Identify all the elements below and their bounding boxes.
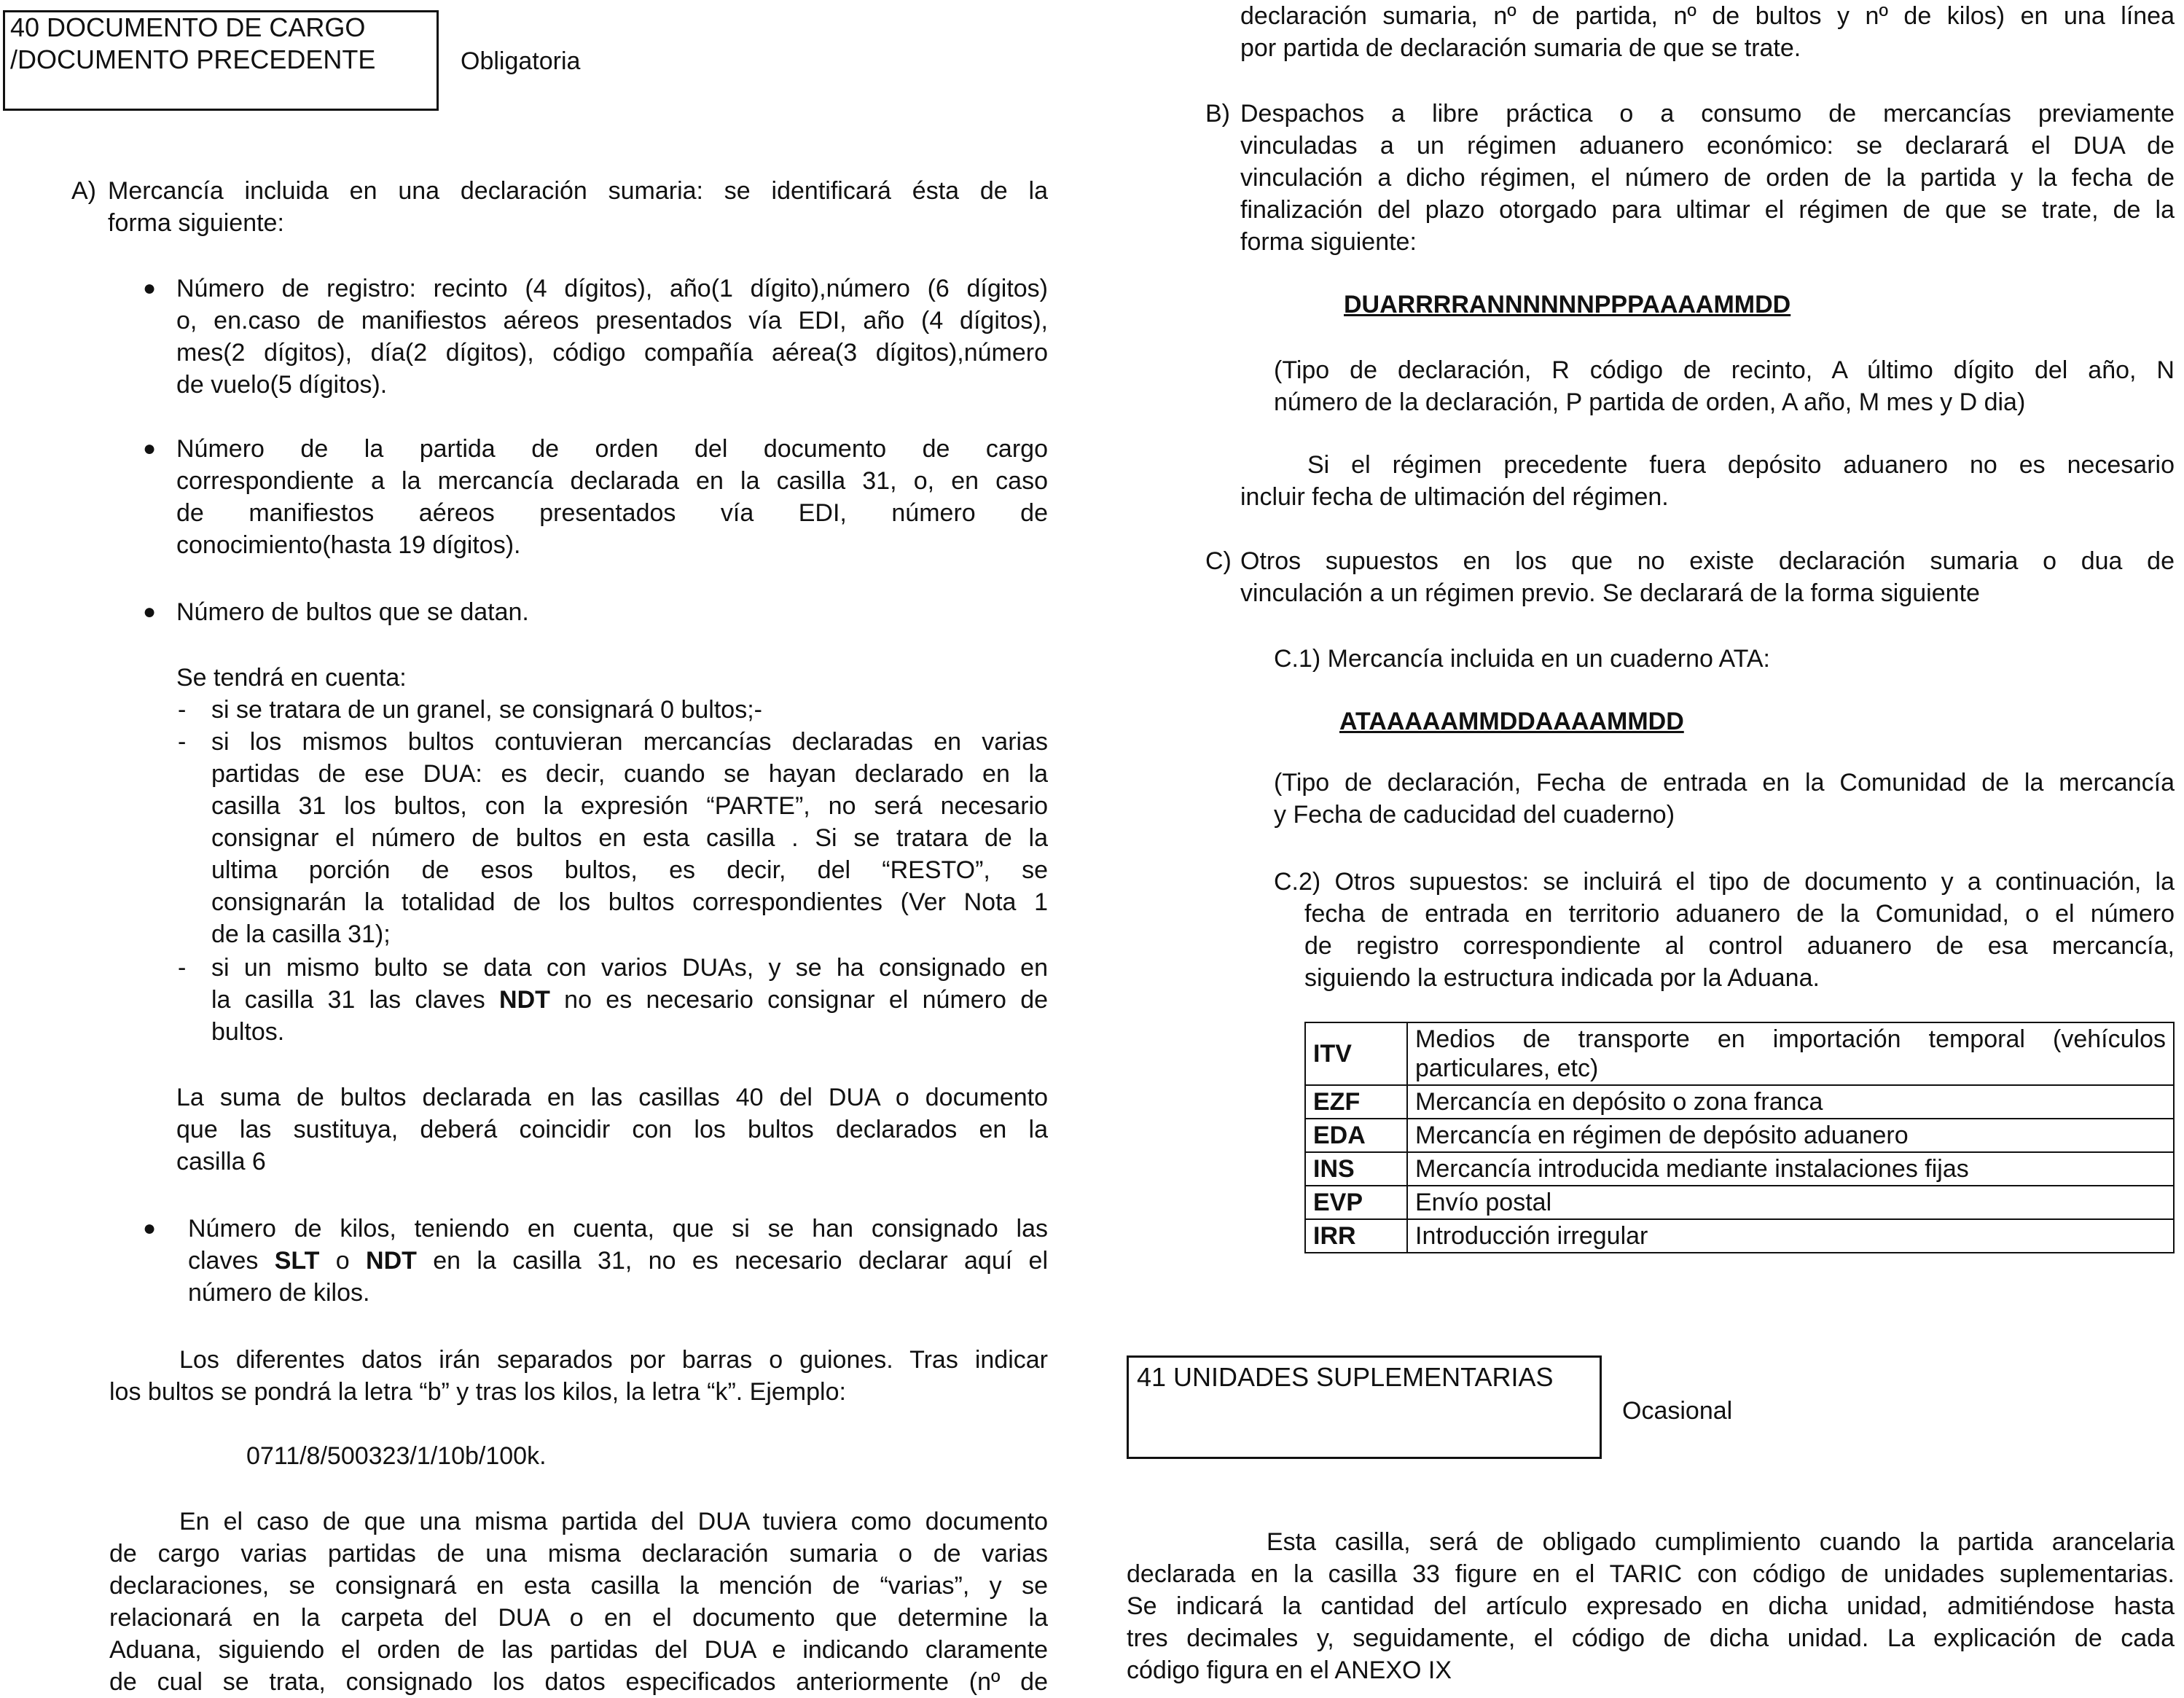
continuacion-declaracion: declaración sumaria, nº de partida, nº de bultos y nº de kilos) en una línea por partida de declaración sumaria de que se trate.: [1240, 2, 2175, 62]
tipo-declaracion-ata: (Tipo de declaración, Fecha de entrada en la Comunidad de la mercancía y Fecha de caducidad del cuaderno): [1274, 769, 2175, 829]
c1-cuaderno-ata: C.1) Mercancía incluida en un cuaderno ATA:: [1274, 645, 1770, 673]
bullet-numero-kilos: Número de kilos, teniendo en cuenta, que si se han consignado las claves SLT o NDT en la casilla 31, no es necesario declarar aquí el número de kilos.: [188, 1215, 1048, 1307]
codes-table: [1304, 1022, 2175, 1253]
section-c-text: Otros supuestos en los que no existe declaración sumaria o dua de vinculación a un régimen previo. Se declarará de la forma siguiente: [1240, 547, 2175, 607]
bullet-dot: ●: [143, 276, 157, 300]
dash-mismo-bulto: si un mismo bulto se data con varios DUAs, y se ha consignado en la casilla 31 las claves NDT no es necesario consignar el número de bultos.: [211, 954, 1049, 1046]
section-b-label: B): [1205, 100, 1230, 128]
section-b-text: Despachos a libre práctica o a consumo de mercancías previamente vinculadas a un régimen aduanero económico: se declarará el DUA de vinculación a dicho régimen, el número de orden de la partida y la fecha de finalización del plazo otorgado para ultimar el régimen de que se trate, de la forma siguiente:: [1240, 100, 2175, 256]
code-cell: EVP: [1305, 1186, 1407, 1219]
codes-table-row: [1305, 1152, 2174, 1186]
code-cell: EDA: [1305, 1119, 1407, 1152]
section-c-label: C): [1205, 547, 1232, 575]
box-40-status: Obligatoria: [461, 47, 581, 75]
code-cell: ITV: [1305, 1022, 1407, 1085]
description-cell: Envío postal: [1407, 1186, 2174, 1219]
box-40-title-line2: /DOCUMENTO PRECEDENTE: [10, 44, 376, 74]
codes-table-row: [1305, 1119, 2174, 1152]
tener-en-cuenta: Se tendrá en cuenta:: [176, 664, 407, 692]
code-cell: EZF: [1305, 1085, 1407, 1119]
datos-separados: Los diferentes datos irán separados por barras o guiones. Tras indicar los bultos se pondrá la letra “b” y tras los kilos, la letra “k”. Ejemplo:: [109, 1346, 1048, 1406]
box-40-title-line1: 40 DOCUMENTO DE CARGO: [10, 12, 366, 42]
codes-table-row: [1305, 1022, 2174, 1085]
codes-table-row: [1305, 1085, 2174, 1119]
dash-marker: -: [178, 696, 187, 724]
bullet-dot: ●: [143, 1216, 157, 1240]
deposito-aduanero: Si el régimen precedente fuera depósito aduanero no es necesario incluir fecha de ultimación del régimen.: [1240, 451, 2175, 511]
dash-mismos-bultos: si los mismos bultos contuvieran mercancías declaradas en varias partidas de ese DUA: es decir, cuando se hayan declarado en la casilla 31 los bultos, con la expresión “PARTE”, no será necesario consignar el número de bultos en esta casilla . Si se tratara de la ultima porción de esos bultos, es decir, del “RESTO”, se consignarán la totalidad de los bultos correspondientes (Ver Nota 1 de la casilla 31);: [211, 728, 1048, 948]
varias-partidas: En el caso de que una misma partida del DUA tuviera como documento de cargo varias partidas de una misma declaración sumaria o de varias declaraciones, se consignará en esta casilla la mención de “varias”, y se relacionará en la carpeta del DUA o en el documento que determine la Aduana, siguiendo el orden de las partidas del DUA e indicando claramente de cual se trata, consignado los datos especificados anteriormente (nº de: [109, 1508, 1048, 1696]
description-cell: Mercancía en depósito o zona franca: [1407, 1085, 2174, 1119]
codigo-duarrr: DUARRRRANNNNNNPPPAAAAMMDD: [1344, 291, 1791, 318]
description-cell: Mercancía introducida mediante instalaciones fijas: [1407, 1152, 2174, 1186]
box-41-title: 41 UNIDADES SUPLEMENTARIAS: [1137, 1362, 1554, 1392]
bullet-dot: ●: [143, 600, 157, 624]
codes-table-row: [1305, 1219, 2174, 1253]
bullet-dot: ●: [143, 437, 157, 461]
dash-marker: -: [178, 954, 187, 982]
description-cell: Introducción irregular: [1407, 1219, 2174, 1253]
description-cell: Medios de transporte en importación temporal (vehículos particulares, etc): [1407, 1022, 2174, 1085]
codigo-ataaa: ATAAAAAMMDDAAAAMMDD: [1339, 708, 1684, 735]
bullet-numero-partida: Número de la partida de orden del documento de cargo correspondiente a la mercancía declarada en la casilla 31, o, en caso de manifiestos aéreos presentados vía EDI, número de conocimiento(hasta 19 dígitos).: [176, 435, 1048, 559]
box-41-status: Ocasional: [1622, 1397, 1733, 1425]
section-a-text: Mercancía incluida en una declaración sumaria: se identificará ésta de la forma siguiente:: [108, 177, 1048, 237]
code-cell: IRR: [1305, 1219, 1407, 1253]
description-cell: Mercancía en régimen de depósito aduanero: [1407, 1119, 2174, 1152]
tipo-declaracion-dua: (Tipo de declaración, R código de recinto, A último dígito del año, N número de la declaración, P partida de orden, A año, M mes y D dia): [1274, 356, 2175, 416]
bullet-numero-registro: Número de registro: recinto (4 dígitos), año(1 dígito),número (6 dígitos) o, en.caso de manifiestos aéreos presentados vía EDI, año (4 dígitos), mes(2 dígitos), día(2 dígitos), código compañía aérea(3 dígitos),número de vuelo(5 dígitos).: [176, 275, 1048, 399]
dash-granel: si se tratara de un granel, se consignará 0 bultos;-: [211, 696, 762, 724]
c2-otros-supuestos: C.2) Otros supuestos: se incluirá el tipo de documento y a continuación, la fecha de entrada en territorio aduanero de la Comunidad, o el número de registro correspondiente al control aduanero de esa mercancía, siguiendo la estructura indicada por la Aduana.: [1274, 868, 2175, 992]
casilla-unidades-texto: Esta casilla, será de obligado cumplimiento cuando la partida arancelaria declarada en la casilla 33 figure en el TARIC con código de unidades suplementarias. Se indicará la cantidad del artículo expresado en dicha unidad, admitiéndose hasta tres decimales y, seguidamente, el código de dicha unidad. La explicación de cada código figura en el ANEXO IX: [1127, 1528, 2175, 1684]
suma-bultos: La suma de bultos declarada en las casillas 40 del DUA o documento que las sustituya, deberá coincidir con los bultos declarados en la casilla 6: [176, 1084, 1048, 1175]
dash-marker: -: [178, 728, 187, 756]
code-cell: INS: [1305, 1152, 1407, 1186]
section-a-label: A): [71, 177, 96, 205]
bullet-numero-bultos: Número de bultos que se datan.: [176, 598, 529, 626]
codes-table-row: [1305, 1186, 2174, 1219]
ejemplo-codigo: 0711/8/500323/1/10b/100k.: [246, 1442, 547, 1470]
